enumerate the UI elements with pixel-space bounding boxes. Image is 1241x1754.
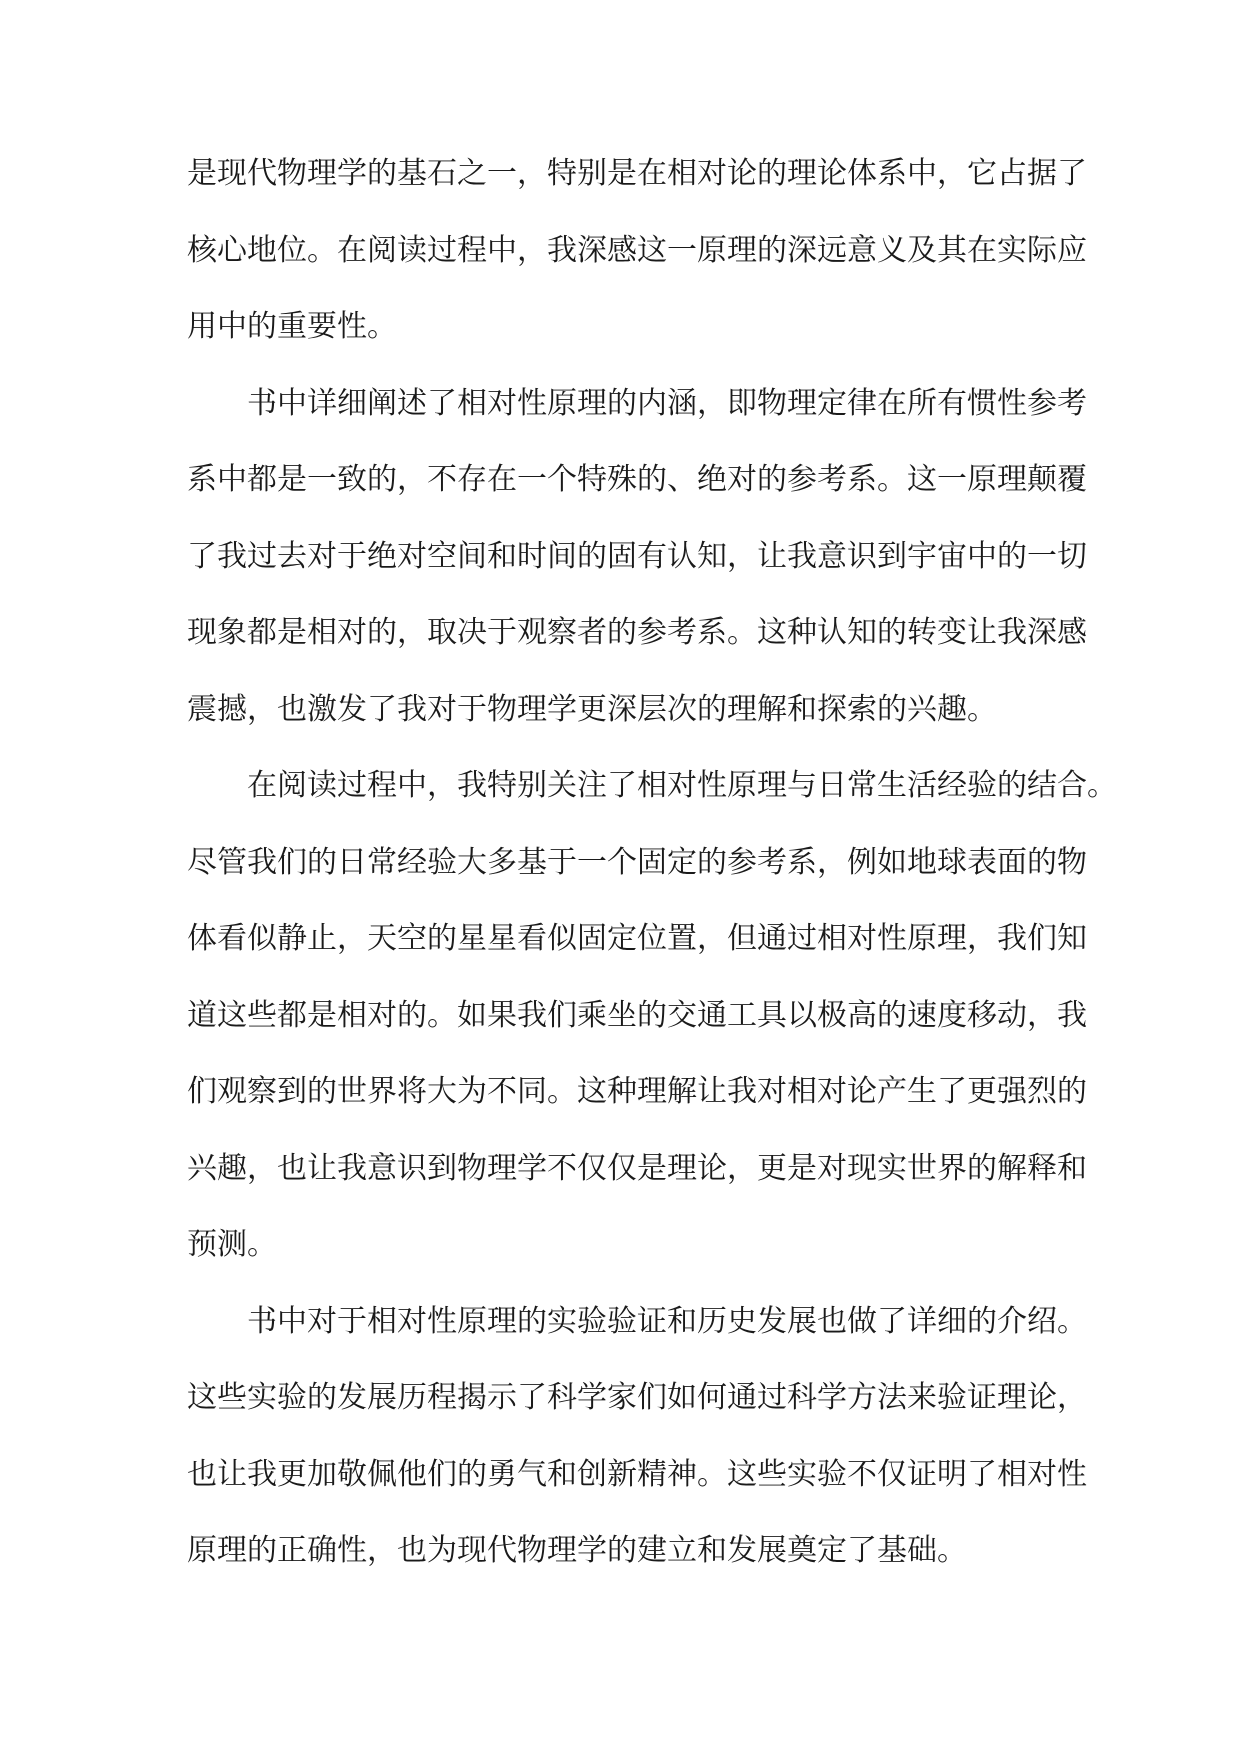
body-text [187,136,1117,1590]
text-line: 预测。 [187,1227,277,1262]
text-line: 书中对于相对性原理的实验验证和历史发展也做了详细的介绍。 [247,1303,1087,1339]
text-line: 也让我更加敬佩他们的勇气和创新精神。这些实验不仅证明了相对性 [187,1456,1087,1492]
text-line: 是现代物理学的基石之一，特别是在相对论的理论体系中，它占据了 [187,156,1087,191]
paragraph-1 [187,136,1087,366]
text-line: 这些实验的发展历程揭示了科学家们如何通过科学方法来验证理论， [187,1380,1087,1415]
paragraph-3 [187,748,1117,1284]
text-line: 用中的重要性。 [187,309,397,344]
text-line: 体看似静止，天空的星星看似固定位置，但通过相对性原理，我们知 [187,921,1087,956]
text-line: 道这些都是相对的。如果我们乘坐的交通工具以极高的速度移动，我 [187,997,1087,1033]
text-line: 系中都是一致的，不存在一个特殊的、绝对的参考系。这一原理颠覆 [187,462,1087,497]
text-line: 们观察到的世界将大为不同。这种理解让我对相对论产生了更强烈的 [187,1074,1087,1109]
text-line: 现象都是相对的，取决于观察者的参考系。这种认知的转变让我深感 [187,615,1087,650]
text-line: 核心地位。在阅读过程中，我深感这一原理的深远意义及其在实际应 [187,232,1087,268]
text-line: 书中详细阐述了相对性原理的内涵，即物理定律在所有惯性参考 [247,385,1087,421]
text-line: 震撼，也激发了我对于物理学更深层次的理解和探索的兴趣。 [187,691,997,727]
paragraph-4 [187,1284,1087,1590]
text-line: 在阅读过程中，我特别关注了相对性原理与日常生活经验的结合。 [247,768,1117,803]
text-line: 了我过去对于绝对空间和时间的固有认知，让我意识到宇宙中的一切 [187,538,1087,574]
text-line: 尽管我们的日常经验大多基于一个固定的参考系，例如地球表面的物 [187,844,1087,880]
paragraph-2 [187,366,1087,749]
text-line: 兴趣，也让我意识到物理学不仅仅是理论，更是对现实世界的解释和 [187,1150,1087,1186]
text-line: 原理的正确性，也为现代物理学的建立和发展奠定了基础。 [187,1533,967,1568]
